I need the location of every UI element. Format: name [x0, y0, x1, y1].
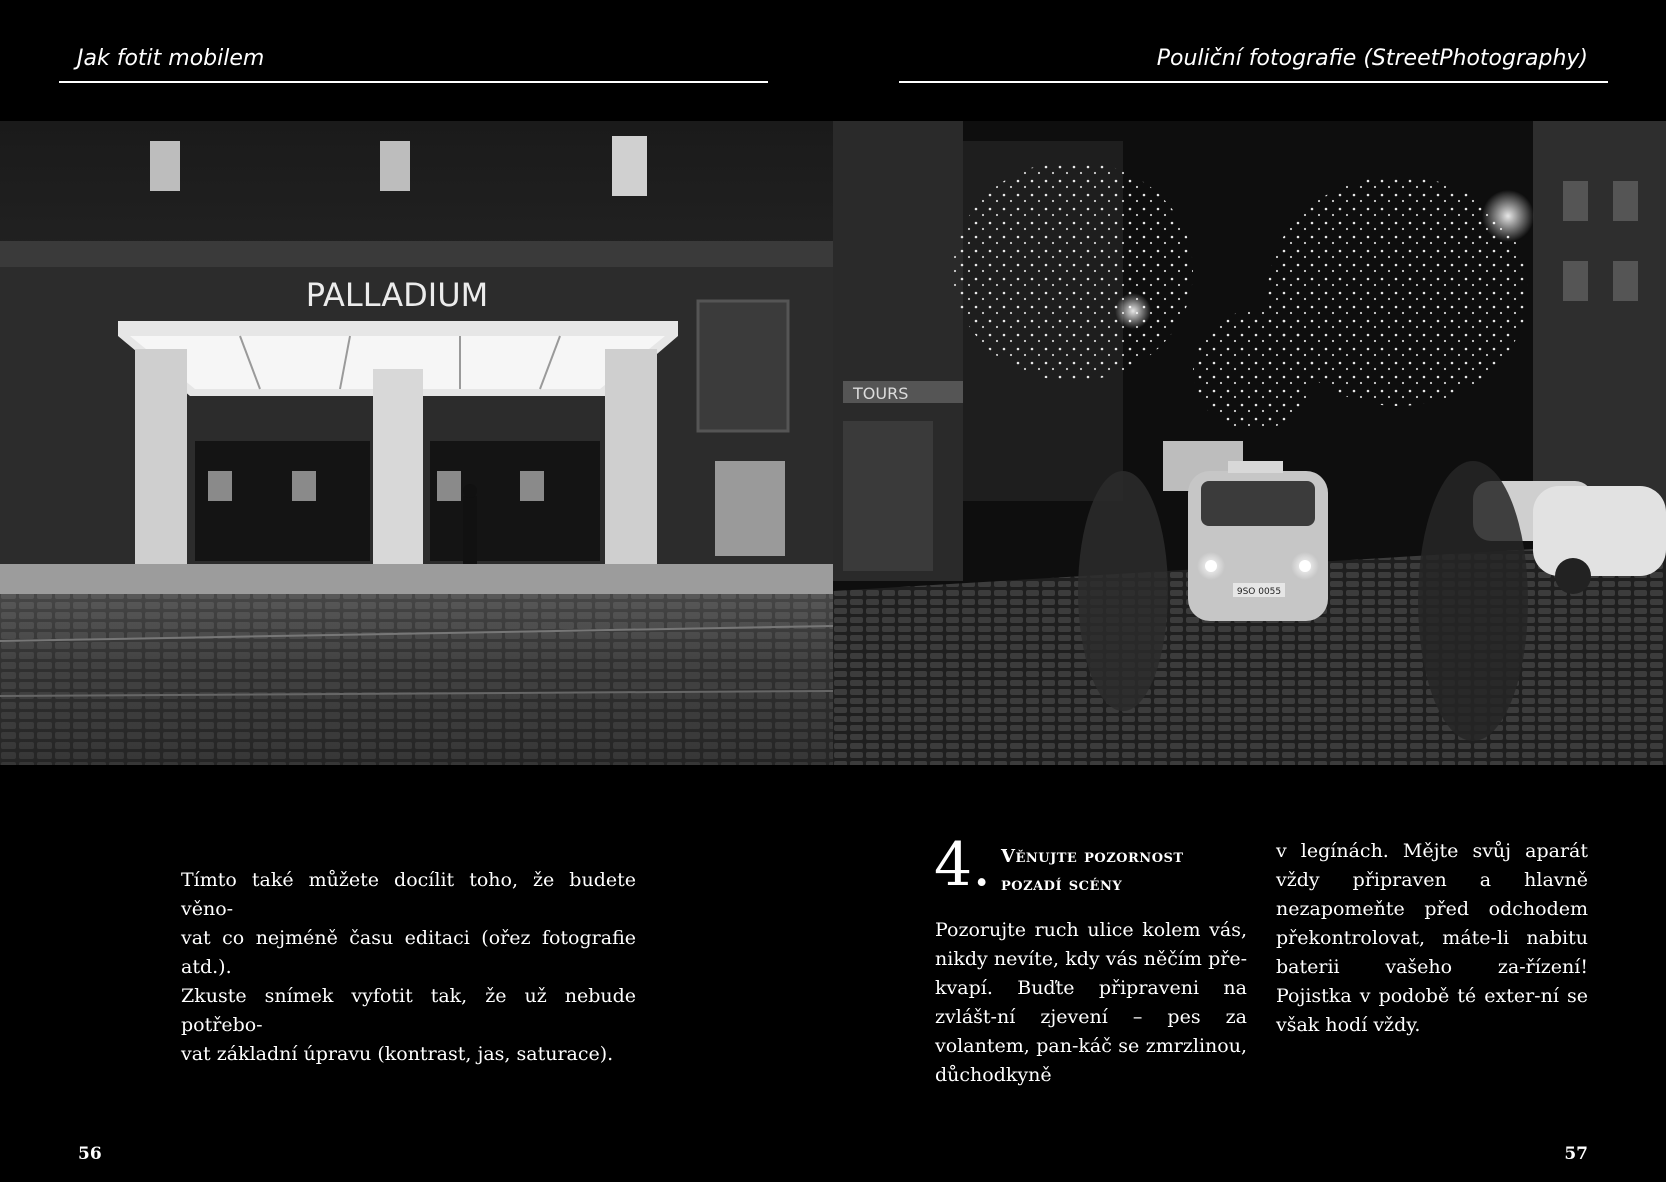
section-number: 4. [934, 830, 992, 900]
street-photo [833, 121, 1666, 765]
tours-sign: TOURS [853, 384, 909, 403]
right-page [833, 0, 1666, 1182]
taxi-plate: 9SO 0055 [1236, 587, 1282, 597]
header-rule [899, 81, 1608, 83]
section-title: Věnujte pozornost pozadí scény [1001, 846, 1184, 895]
header-rule [59, 81, 768, 83]
body-column-1: Pozorujte ruch ulice kolem vás, nikdy nevíte, kdy vás něčím pře-kvapí. Buďte připraveni na zvlášt-ní zjevení – pes za volantem, pan-káč se zmrzlinou, důchodkyně [935, 919, 1247, 1086]
palladium-sign: PALLADIUM [305, 276, 489, 314]
running-head: Jak fotit mobilem [77, 46, 265, 71]
page-number: 56 [78, 1144, 102, 1164]
page-number: 57 [1564, 1144, 1588, 1164]
body-paragraph: Tímto také můžete docílit toho, že budete věno- vat co nejméně času editaci (ořez fotografie atd.). Zkuste snímek vyfotit tak, že už nebude potřebo- vat základní úpravu (kontrast, jas, saturace). [181, 869, 636, 1065]
running-head: Pouliční fotografie (StreetPhotography) [1156, 46, 1588, 71]
palladium-photo [0, 121, 833, 765]
body-column-2: v legínách. Mějte svůj aparát vždy připraven a hlavně nezapomeňte před odchodem překontrolovat, máte-li nabitu baterii vašeho za-řízení! Pojistka v podobě té exter-ní se však hodí vždy. [1276, 840, 1588, 1036]
